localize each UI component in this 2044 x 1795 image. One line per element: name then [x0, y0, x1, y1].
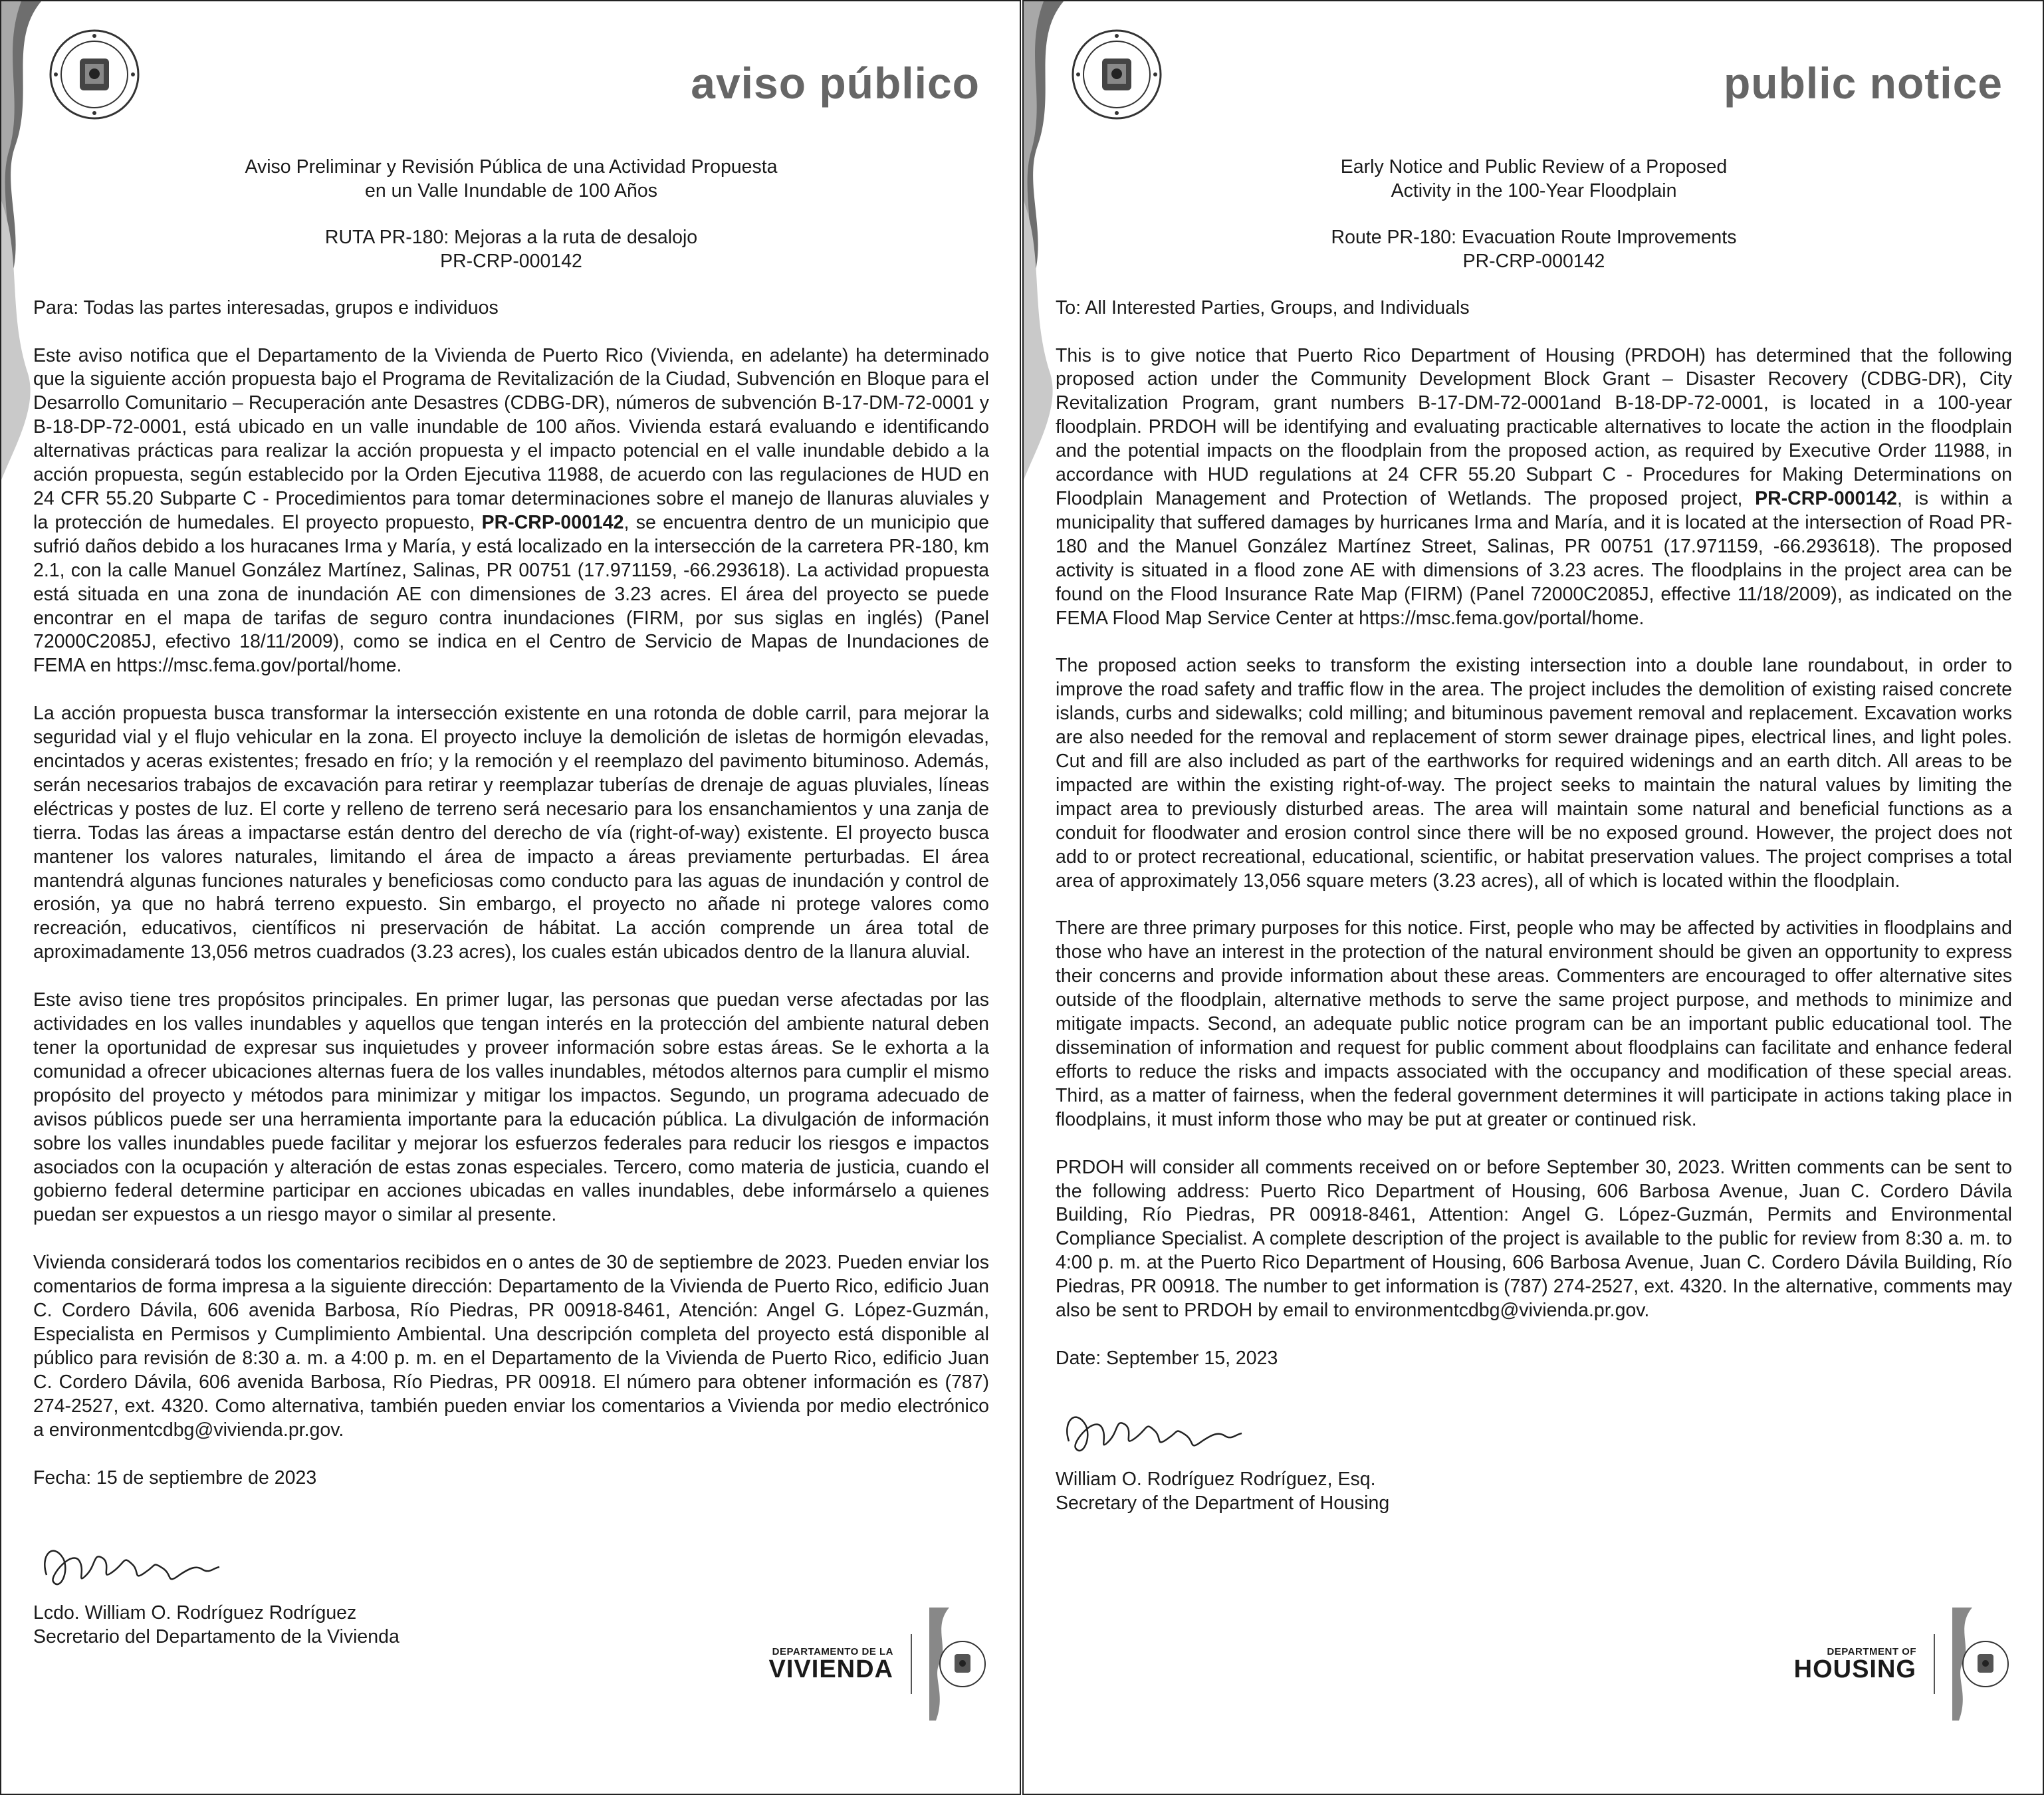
notice-date: Fecha: 15 de septiembre de 2023: [33, 1467, 317, 1489]
notice-title: aviso público: [691, 59, 980, 108]
signer-title: Secretario del Departamento de la Vivienda: [33, 1626, 399, 1648]
department-logo: [1794, 1608, 2009, 1721]
notice-header: [1056, 156, 2012, 274]
department-seal-icon: [929, 1608, 986, 1721]
project-id-bold: PR-CRP-000142: [481, 511, 624, 533]
salutation: To: All Interested Parties, Groups, and Individuals: [1056, 297, 1470, 318]
notice-content: [1056, 156, 2012, 1516]
government-seal-icon: [48, 28, 141, 121]
project-id: PR-CRP-000142: [1462, 250, 1605, 272]
paragraph-2: La acción propuesta busca transformar la intersección existente en una rotonda de doble carril, para mejorar la seguridad vial y el flujo vehicular en la zona. El proyecto incluye la demolición de isletas de hormigón elevadas, encintados y aceras existentes; fresado en frío; y la remoción y el reemplazo del pavimento bituminoso. Además, serán necesarios trabajos de excavación para retirar y reemplazar tuberías de drenaje de aguas pluviales, líneas eléctricas y postes de luz. El corte y relleno de terreno será necesario para los ensanchamientos y una zanja de tierra. Todas las áreas a impactarse están dentro del derecho de vía (right-of-way) existente. El proyecto busca mantener los valores naturales, limitando el área de impacto a áreas previamente perturbadas. El área mantendrá algunas funciones naturales y beneficiosas como conducto para las aguas de inundación y control de erosión, ya que no habrá terreno expuesto. Sin embargo, el proyecto no añade ni protege valores como recreación, educativos, científicos ni preservación de hábitat. La acción comprende un área total de aproximadamente 13,056 metros cuadrados (3.23 acres), los cuales están ubicados dentro de la llanura aluvial.: [33, 703, 989, 963]
logo-small-text: DEPARTAMENTO DE LA: [772, 1645, 893, 1657]
paragraph-1: [33, 344, 989, 679]
logo-divider: [1934, 1634, 1935, 1694]
signer-lines: [1056, 1468, 2012, 1516]
header-line: Aviso Preliminar y Revisión Pública de una Actividad Propuesta: [245, 156, 778, 178]
department-logo-text: [1794, 1647, 1916, 1682]
route-title: RUTA PR-180: Mejoras a la ruta de desalojo: [324, 226, 698, 248]
paragraph-3: Este aviso tiene tres propósitos principales. En primer lugar, las personas que puedan verse afectadas por las actividades en los valles inundables y aquellos que tengan interés en la protección del ambiente natural deben tener la oportunidad de expresar sus inquietudes y proveer información sobre estas áreas. Se le exhorta a la comunidad a ofrecer ubicaciones alternas fuera de los valles inundables, métodos alternos para cumplir el mismo propósito del proyecto y métodos para minimizar y mitigar los impactos. Segundo, un programa adecuado de avisos públicos puede ser una herramienta importante para la educación pública. La divulgación de información sobre los valles inundables puede facilitar y mejorar los esfuerzos federales para reducir los riesgos e impactos asociados con la ocupación y alteración de estas zonas especiales. Tercero, como materia de justicia, cuando el gobierno federal determine participar en acciones ubicadas en valles inundables, debe informárselo a quienes puedan ser expuestos a un riesgo mayor o similar al presente.: [33, 989, 989, 1226]
signer-title: Secretary of the Department of Housing: [1056, 1492, 1390, 1514]
paragraph-text: , is within a municipality that suffered damages by hurricanes Irma and María, and it is located at the intersection of Road PR-180 and the Manuel González Martínez Street, Salinas, PR 00751 (17.971159, -66.293618). The proposed activity is situated in a flood zone AE with dimensions of 3.23 acres. The floodplains in the project area can be found on the Flood Insurance Rate Map (FIRM) (Panel 72000C2085J, effective 11/18/2009), as indicated on the FEMA Flood Map Service Center at https://msc.fema.gov/portal/home.: [1056, 487, 2012, 629]
government-seal-icon: [1070, 28, 1163, 121]
logo-small-text: DEPARTMENT OF: [1827, 1645, 1916, 1657]
signature-image: [33, 1528, 246, 1602]
signature-block: [1056, 1395, 2012, 1516]
department-seal-icon: [1952, 1608, 2009, 1721]
signature-image: [1056, 1395, 1268, 1468]
header-line: Activity in the 100-Year Floodplain: [1391, 180, 1677, 201]
project-id: PR-CRP-000142: [440, 250, 582, 272]
signer-name: William O. Rodríguez Rodríguez, Esq.: [1056, 1468, 1376, 1490]
signer-name: Lcdo. William O. Rodríguez Rodríguez: [33, 1602, 357, 1624]
notice-content: [33, 156, 989, 1649]
paragraph-4: PRDOH will consider all comments received on or before September 30, 2023. Written comments can be sent to the following address: Puerto Rico Department of Housing, 606 Barbosa Avenue, Juan C. Cordero Dávila Building, Río Piedras, PR 00918-8461, Attention: Angel G. López-Guzmán, Permits and Environmental Compliance Specialist. A complete description of the project is available to the public for review from 8:30 a. m. to 4:00 p. m. at the Puerto Rico Department of Housing, 606 Barbosa Avenue, Juan C. Cordero Dávila Building, Río Piedras, PR 00918. The number to get information is (787) 274-2527, ext. 4320. In the alternative, comments may also be sent to PRDOH by email to environmentcdbg@vivienda.pr.gov.: [1056, 1156, 2012, 1322]
notice-date: Date: September 15, 2023: [1056, 1347, 1278, 1369]
spanish-notice-page: [0, 0, 1021, 1795]
paragraph-3: There are three primary purposes for this notice. First, people who may be affected by activities in floodplains and those who have an interest in the protection of the natural environment should be given an opportunity to express their concerns and provide information about these areas. Commenters are encouraged to offer alternative sites outside of the floodplain, alternative methods to serve the same project purpose, and methods to minimize and mitigate impacts. Second, an adequate public notice program can be an important public educational tool. The dissemination of information and request for public comment about floodplains can facilitate and enhance federal efforts to reduce the risks and impacts associated with the occupancy and modification of these special areas. Third, as a matter of fairness, when the federal government determines it will participate in actions taking place in floodplains, it must inform those who may be put at greater or continued risk.: [1056, 917, 2012, 1130]
salutation: Para: Todas las partes interesadas, grupos e individuos: [33, 297, 499, 318]
paragraph-4: Vivienda considerará todos los comentarios recibidos en o antes de 30 de septiembre de 2023. Pueden enviar los comentarios de forma impresa a la siguiente dirección: Departamento de la Vivienda de Puerto Rico, edificio Juan C. Cordero Dávila, 606 avenida Barbosa, Río Piedras, PR 00918-8461, Atención: Angel G. López-Guzmán, Especialista en Permisos y Cumplimiento Ambiental. Una descripción completa del proyecto está disponible al público para revisión de 8:30 a. m. a 4:00 p. m. en el Departamento de la Vivienda de Puerto Rico, edificio Juan C. Cordero Dávila, 606 avenida Barbosa, Río Piedras, PR 00918. El número para obtener información es (787) 274-2527, ext. 4320. Como alternativa, también pueden enviar los comentarios a Vivienda por medio electrónico a environmentcdbg@vivienda.pr.gov.: [33, 1252, 989, 1441]
department-logo-text: [769, 1647, 893, 1682]
paragraph-text: , se encuentra dentro de un municipio que sufrió daños debido a los huracanes Irma y María, y está localizado en la intersección de la carretera PR-180, km 2.1, con la calle Manuel González Martínez, Salinas, PR 00751 (17.971159, -66.293618). La actividad propuesta está situada en una zona de inundación AE con dimensiones de 3.23 acres. El área del proyecto se puede encontrar en el mapa de tarifas de seguro contra inundaciones (FIRM, por sus siglas en inglés) (Panel 72000C2085J, efectivo 18/11/2009), como se indica en el Centro de Servicio de Mapas de Inundaciones de FEMA en https://msc.fema.gov/portal/home.: [33, 511, 989, 677]
english-notice-page: [1022, 0, 2044, 1795]
logo-divider: [911, 1634, 912, 1694]
logo-big-text: VIVIENDA: [768, 1655, 893, 1683]
paragraph-2: The proposed action seeks to transform the existing intersection into a double lane roundabout, in order to improve the road safety and traffic flow in the area. The project includes the demolition of existing raised concrete islands, curbs and sidewalks; cold milling; and bituminous pavement removal and replacement. Excavation works are also needed for the removal and replacement of storm sewer drainage pipes, electrical lines, and light poles. Cut and fill are also included as part of the earthworks for required widenings and an earth ditch. All areas to be impacted are within the existing right-of-way. The project seeks to maintain the natural values by limiting the impact area to previously disturbed areas. The area will maintain some natural and beneficial functions as a conduit for floodwater and erosion control since there will be no exposed ground. However, the project does not add to or protect recreational, educational, scientific, or habitat preservation values. The project comprises a total area of approximately 13,056 square meters (3.23 acres), all of which is located within the floodplain.: [1056, 655, 2012, 892]
route-title: Route PR-180: Evacuation Route Improvements: [1331, 226, 1737, 248]
department-logo: [769, 1608, 986, 1721]
paragraph-1: [1056, 344, 2012, 631]
notice-title: public notice: [1723, 59, 2003, 108]
notice-header: [33, 156, 989, 274]
logo-big-text: HOUSING: [1793, 1655, 1916, 1683]
header-line: en un Valle Inundable de 100 Años: [364, 180, 657, 201]
project-id-bold: PR-CRP-000142: [1755, 487, 1897, 509]
header-line: Early Notice and Public Review of a Proposed: [1340, 156, 1728, 178]
paragraph-text: This is to give notice that Puerto Rico Department of Housing (PRDOH) has determined that the following proposed action under the Community Development Block Grant – Disaster Recovery (CDBG-DR), City Revitalization Program, grant numbers B-17-DM-72-0001and B-18-DP-72-0001, is located in a 100-year floodplain. PRDOH will be identifying and evaluating practicable alternatives to locate the action in the floodplain and the potential impacts on the floodplain from the proposed action, as required by Executive Order 11988, in accordance with HUD regulations at 24 CFR 55.20 Subpart C - Procedures for Making Determinations on Floodplain Management and Protection of Wetlands. The proposed project,: [1056, 344, 2012, 509]
paragraph-text: Este aviso notifica que el Departamento de la Vivienda de Puerto Rico (Vivienda, en adelante) ha determinado que la siguiente acción propuesta bajo el Programa de Revitalización de la Ciudad, Subvención en Bloque para el Desarrollo Comunitario – Recuperación ante Desastres (CDBG-DR), números de subvención B-17-DM-72-0001 y B-18-DP-72-0001, está ubicado en un valle inundable de 100 años. Vivienda estará evaluando e identificando alternativas prácticas para realizar la acción propuesta y el impacto potencial en el valle inundable debido a la acción propuesta, según establecido por la Orden Ejecutiva 11988, de acuerdo con las regulaciones de HUD en 24 CFR 55.20 Subparte C - Procedimientos para tomar determinaciones sobre el manejo de llanuras aluviales y la protección de humedales. El proyecto propuesto,: [33, 344, 989, 533]
